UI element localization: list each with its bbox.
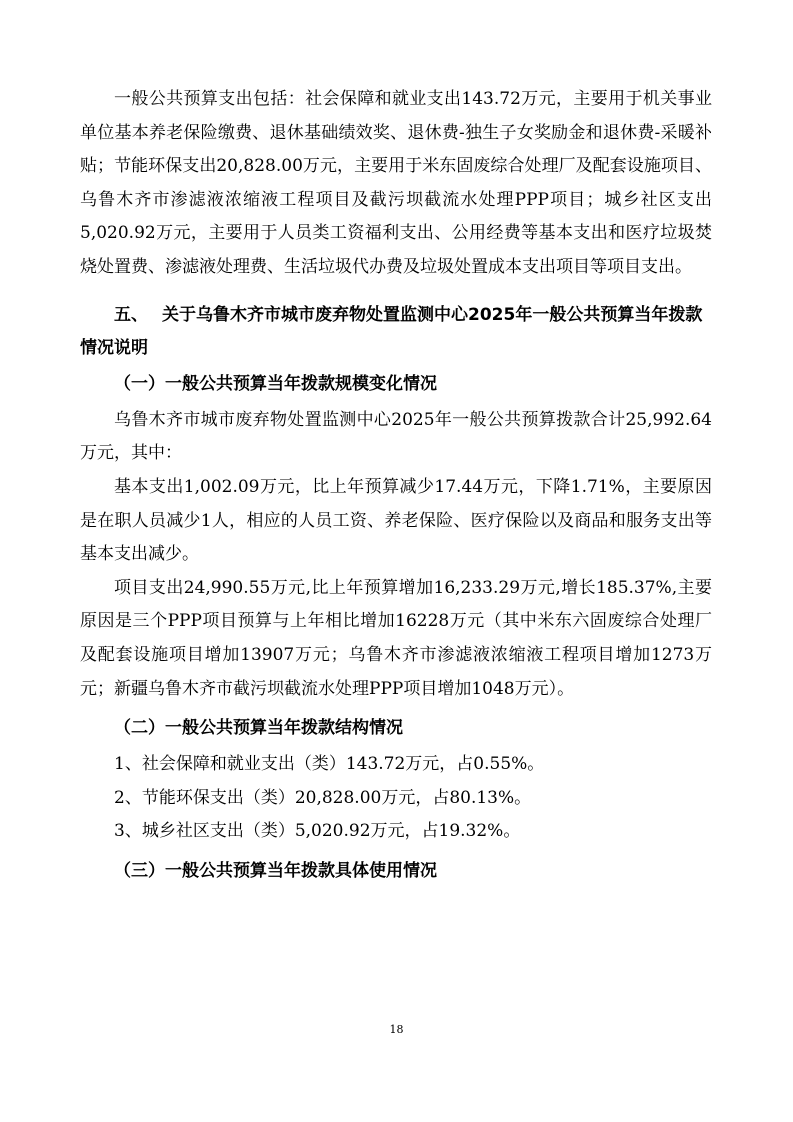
project-expenditure-paragraph: 项目支出24,990.55万元,比上年预算增加16,233.29万元,增长185.37%,主要原因是三个PPP项目预算与上年相比增加16228万元（其中米东六固废综合处理厂及配套设施项目增加13907万元；乌鲁木齐市渗滤液浓缩液工程项目增加1273万元；新疆乌鲁木齐市截污坝截流水处理PPP项目增加1048万元）。 <box>80 577 712 699</box>
section-number: 五、 <box>114 304 148 325</box>
structure-item-social-security: 1、社会保障和就业支出（类）143.72万元，占0.55%。 <box>114 754 545 775</box>
basic-expenditure-paragraph: 基本支出1,002.09万元，比上年预算减少17.44万元，下降1.71%，主要原因是在职人员减少1人，相应的人员工资、养老保险、医疗保险以及商品和服务支出等基本支出减少。 <box>80 476 712 565</box>
total-appropriation-paragraph: 乌鲁木齐市城市废弃物处置监测中心2025年一般公共预算拨款合计25,992.64万元，其中： <box>80 409 712 464</box>
subsection-one-heading: （一）一般公共预算当年拨款规模变化情况 <box>114 373 437 394</box>
expenditure-summary-paragraph: 一般公共预算支出包括：社会保障和就业支出143.72万元，主要用于机关事业单位基本养老保险缴费、退休基础绩效奖、退休费-独生子女奖励金和退休费-采暖补贴；节能环保支出20,828.00万元，主要用于米东固废综合处理厂及配套设施项目、乌鲁木齐市渗滤液浓缩液工程项目及截污坝截流水处理PPP项目；城乡社区支出5,020.92万元，主要用于人员类工资福利支出、公用经费等基本支出和医疗垃圾焚烧处置费、渗滤液处理费、生活垃圾代办费及垃圾处置成本支出项目等项目支出。 <box>80 89 712 277</box>
subsection-three-heading: （三）一般公共预算当年拨款具体使用情况 <box>114 860 437 881</box>
section-five-heading <box>80 299 712 366</box>
subsection-two-heading: （二）一般公共预算当年拨款结构情况 <box>114 718 403 739</box>
page-number: 18 <box>389 1023 404 1036</box>
structure-item-urban-rural: 3、城乡社区支出（类）5,020.92万元，占19.32%。 <box>114 821 521 842</box>
section-title: 关于乌鲁木齐市城市废弃物处置监测中心2025年一般公共预算当年拨款情况说明 <box>80 304 703 359</box>
structure-item-energy-environment: 2、节能环保支出（类）20,828.00万元，占80.13%。 <box>114 787 532 808</box>
document-page <box>80 83 712 891</box>
